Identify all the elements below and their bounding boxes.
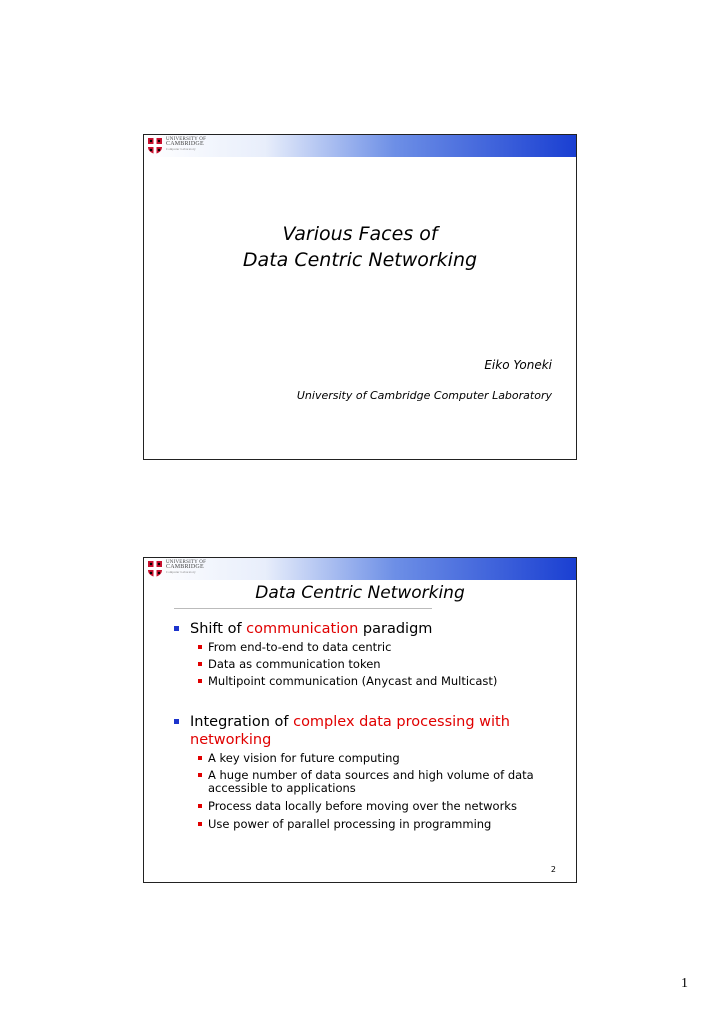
bullet-text: Integration of complex data processing with networking <box>190 714 510 748</box>
slide-1 <box>143 134 577 460</box>
title-divider <box>174 608 432 609</box>
bullet-square-icon <box>198 822 202 826</box>
author-name: Eiko Yoneki <box>484 358 552 372</box>
cambridge-crest-icon <box>148 561 162 577</box>
bullet-square-icon <box>198 756 202 760</box>
bullet-text: Shift of communication paradigm <box>190 621 433 637</box>
slide-header-bar <box>144 135 576 157</box>
university-logo-text: UNIVERSITY OF CAMBRIDGE Computer Laboratory <box>166 560 207 574</box>
author-affiliation: University of Cambridge Computer Laboratory <box>296 389 552 402</box>
slide-page-number: 2 <box>550 865 556 874</box>
slide-header-bar <box>144 558 576 580</box>
document-page-number: 1 <box>681 976 688 991</box>
bullet-square-icon <box>198 645 202 649</box>
cambridge-crest-icon <box>148 138 162 154</box>
slide-title-line-2: Data Centric Networking <box>242 249 478 271</box>
bullet-square-icon <box>198 679 202 683</box>
bullet-square-icon <box>198 773 202 777</box>
university-logo-text: UNIVERSITY OF CAMBRIDGE Computer Laboratory <box>166 137 207 151</box>
slide-title-line-1: Various Faces of <box>282 223 438 245</box>
bullet-square-icon <box>198 804 202 808</box>
bullet-square-icon <box>174 626 179 631</box>
bullet-square-icon <box>198 662 202 666</box>
slide-title: Data Centric Networking <box>255 583 465 603</box>
slide-2: UNIVERSITY OF CAMBRIDGE Computer Laboratory Data Centric Networking Shift of communication paradigm From end-to-end to data centric Data as communication token Multipoint communication (Anycast and Multicast) Integration of complex data processing with networking A key vision for future computing A huge number of data sources and high volume of data accessible to applications Process data locally before moving over the networks Use power of parallel processing in programming 2 <box>143 557 577 883</box>
bullet-square-icon <box>174 719 179 724</box>
